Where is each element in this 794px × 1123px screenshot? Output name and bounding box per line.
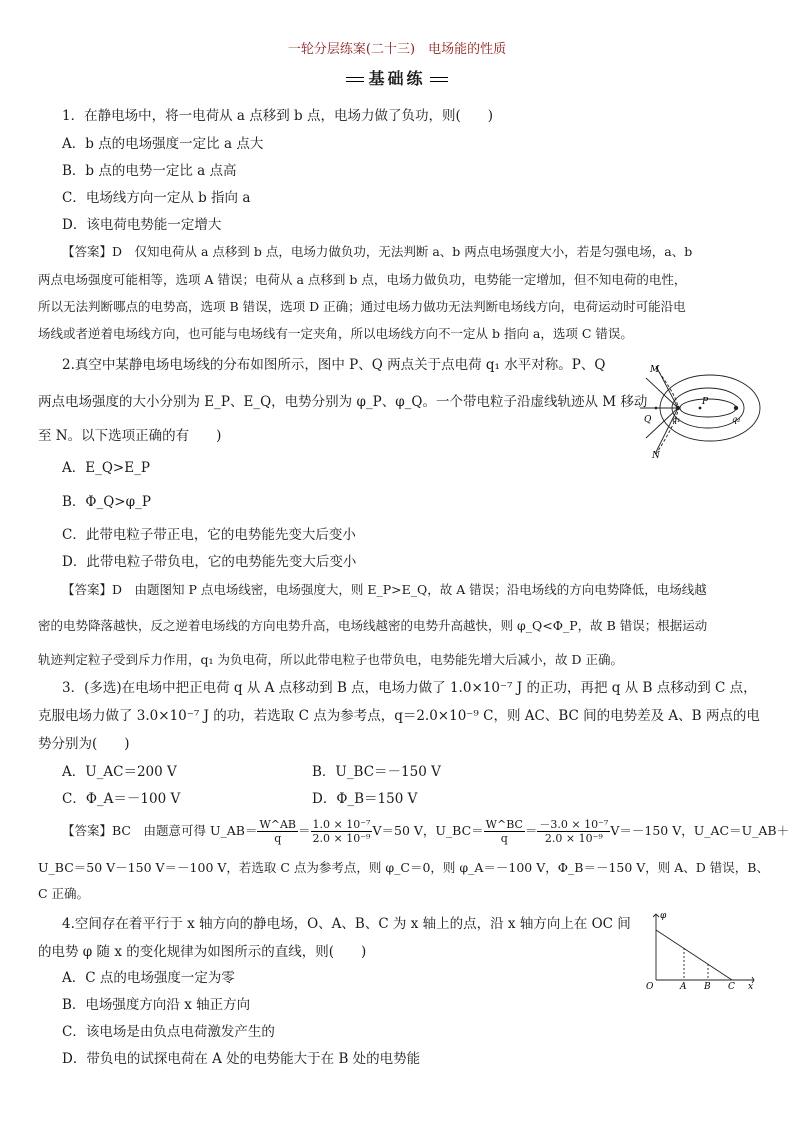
point-p	[699, 407, 702, 410]
question-2-answer-line: 【答案】D 由题图知 P 点电场线密，电场强度大，则 E_P>E_Q，故 A 错误；沿电场线的方向电势降低，电场线越	[62, 582, 707, 597]
label-q: Q	[644, 415, 652, 425]
question-1-answer-line: 所以无法判断哪点的电势高，选项 B 错误，选项 D 正确；通过电场力做功无法判断电场线方向，电荷运动时可能沿电	[38, 299, 686, 314]
question-1-option-d: D．该电荷电势能一定增大	[62, 217, 222, 233]
question-3-answer-line: 【答案】BC 由题意可得 U_AB＝ $\frac{W\^{}AB}{q}$ ＝ $\frac{\text{1.0 × 10⁻⁷}}{\text{2.0 × 10⁻⁹}}$ V＝50 V，U_BC＝ $\frac{W\^{}BC}{q}$ ＝ $\frac{\text{－3.0 × 10⁻⁷}}{\text{2.0 × 10⁻⁹}}$ V＝－150 V，U_AC＝U_AB＋	[62, 818, 790, 845]
fraction	[484, 818, 525, 845]
divider	[346, 77, 364, 82]
point-q	[655, 407, 658, 410]
question-4-option-a: A．C 点的电场强度一定为零	[62, 970, 235, 986]
question-1-option-b: B．b 点的电势一定比 a 点高	[62, 163, 237, 179]
fraction	[257, 818, 298, 845]
question-4-option-d: D．带负电的试探电荷在 A 处的电势能大于在 B 处的电势能	[62, 1051, 421, 1067]
question-2-stem-line: 两点电场强度的大小分别为 E_P、E_Q，电势分别为 φ_P、φ_Q。一个带电粒子沿虚线轨迹从 M 移动	[38, 394, 648, 410]
question-3-option-c: C．Φ_A＝－100 V	[62, 791, 181, 807]
fraction-denominator: q	[500, 832, 508, 845]
label-n: N	[652, 451, 660, 461]
question-3-option-d: D．Φ_B＝150 V	[312, 791, 418, 807]
fraction-numerator: W^AB	[259, 818, 297, 831]
question-2-option-b: B．Φ_Q>φ_P	[62, 494, 151, 510]
question-1-option-a: A．b 点的电场强度一定比 a 点大	[62, 136, 264, 152]
question-4-stem-line: 4.空间存在着平行于 x 轴方向的静电场，O、A、B、C 为 x 轴上的点，沿 x 轴方向上在 OC 间	[62, 916, 631, 932]
fraction-denominator: 2.0 × 10⁻⁹	[312, 832, 371, 845]
fraction-numerator: －3.0 × 10⁻⁷	[539, 818, 609, 831]
question-2-option-c: C．此带电粒子带正电，它的电势能先变大后变小	[62, 527, 356, 543]
fraction	[537, 818, 610, 845]
question-2-stem-line: 至 N。以下选项正确的有 )	[38, 428, 222, 444]
question-2-option-d: D．此带电粒子带负电，它的电势能先变大后变小	[62, 554, 357, 570]
y-axis-label: φ	[660, 911, 667, 921]
question-3-answer-line: C 正确。	[38, 886, 90, 901]
answer-prefix: 【答案】BC 由题意可得 U_AB＝	[62, 823, 258, 838]
x-axis-label: x	[748, 982, 754, 990]
label-c: C	[728, 982, 735, 990]
question-4-option-b: B．电场强度方向沿 x 轴正方向	[62, 997, 251, 1013]
question-1-answer-line: 两点电场强度可能相等，选项 A 错误；电荷从 a 点移到 b 点，电场力做负功，电势能一定增加，但不知电荷的电性，	[38, 272, 687, 287]
question-2-stem-line: 2.真空中某静电场电场线的分布如图所示，图中 P、Q 两点关于点电荷 q₁ 水平对称。P、Q	[62, 357, 606, 373]
fraction-denominator: q	[274, 832, 282, 845]
field-line	[646, 378, 678, 408]
field-lines-figure	[626, 358, 766, 464]
page-title: 一轮分层练案(二十三) 电场能的性质	[287, 42, 507, 57]
question-2-answer-line: 密的电势降落越快，反之逆着电场线的方向电势升高，电场线越密的电势升高越快，则 φ_Q<Φ_P，故 B 错误；根据运动	[38, 618, 708, 633]
question-2-option-a: A．E_Q>E_P	[62, 460, 150, 476]
label-p: P	[702, 397, 709, 407]
potential-line	[656, 930, 732, 980]
question-1-answer-line: 场线或者逆着电场线方向，也可能与电场线有一定夹角，所以电场线方向不一定从 b 指向 a，选项 C 错误。	[38, 326, 633, 341]
question-4-option-c: C．该电场是由负点电荷激发产生的	[62, 1024, 275, 1040]
question-3-option-b: B．U_BC＝－150 V	[312, 764, 441, 780]
section-label: 基础练	[368, 69, 426, 88]
question-1-answer-line: 【答案】D 仅知电荷从 a 点移到 b 点，电场力做负功，无法判断 a、b 两点电场强度大小，若是匀强电场，a、b	[62, 244, 693, 259]
question-3-stem-line: 克服电场力做了 3.0×10⁻⁷ J 的功，若选取 C 点为参考点，q＝2.0×10⁻⁹ C，则 AC、BC 间的电势差及 A、B 两点的电	[38, 708, 760, 724]
charge-q2	[734, 406, 738, 410]
answer-text: V＝－150 V，U_AC＝U_AB＋	[610, 823, 790, 838]
label-q2: q₂	[732, 415, 741, 424]
question-3-stem-line: 3．(多选)在电场中把正电荷 q 从 A 点移动到 B 点，电场力做了 1.0×10⁻⁷ J 的正功，再把 q 从 B 点移动到 C 点，	[62, 680, 757, 696]
fraction-numerator: 1.0 × 10⁻⁷	[312, 818, 371, 831]
label-a: A	[680, 982, 687, 990]
fraction	[311, 818, 373, 845]
label-q1: q₁	[672, 415, 681, 424]
question-3-answer-line: U_BC＝50 V－150 V＝－100 V，若选取 C 点为参考点，则 φ_C＝0，则 φ_A＝－100 V，Φ_B＝－150 V，则 A、D 错误，B、	[38, 860, 769, 875]
question-1-stem: 1．在静电场中，将一电荷从 a 点移到 b 点，电场力做了负功，则( )	[62, 108, 493, 124]
question-3-option-a: A．U_AC＝200 V	[62, 764, 177, 780]
question-4-stem-line: 的电势 φ 随 x 的变化规律为如图所示的直线，则( )	[38, 944, 367, 960]
fraction-denominator: 2.0 × 10⁻⁹	[544, 832, 603, 845]
fraction-numerator: W^BC	[485, 818, 523, 831]
potential-graph	[640, 908, 760, 990]
question-2-answer-line: 轨迹判定粒子受到斥力作用，q₁ 为负电荷，所以此带电粒子也带负电，电势能先增大后减小，故 D 正确。	[38, 652, 623, 667]
charge-q1	[676, 406, 680, 410]
label-o: O	[646, 982, 654, 990]
label-b: B	[704, 982, 711, 990]
label-m: M	[650, 365, 660, 375]
section-heading	[0, 66, 794, 89]
question-1-option-c: C．电场线方向一定从 b 指向 a	[62, 190, 251, 206]
question-3-stem-line: 势分别为( )	[38, 736, 130, 752]
answer-text: V＝50 V，U_BC＝	[372, 823, 484, 838]
divider	[430, 77, 448, 82]
